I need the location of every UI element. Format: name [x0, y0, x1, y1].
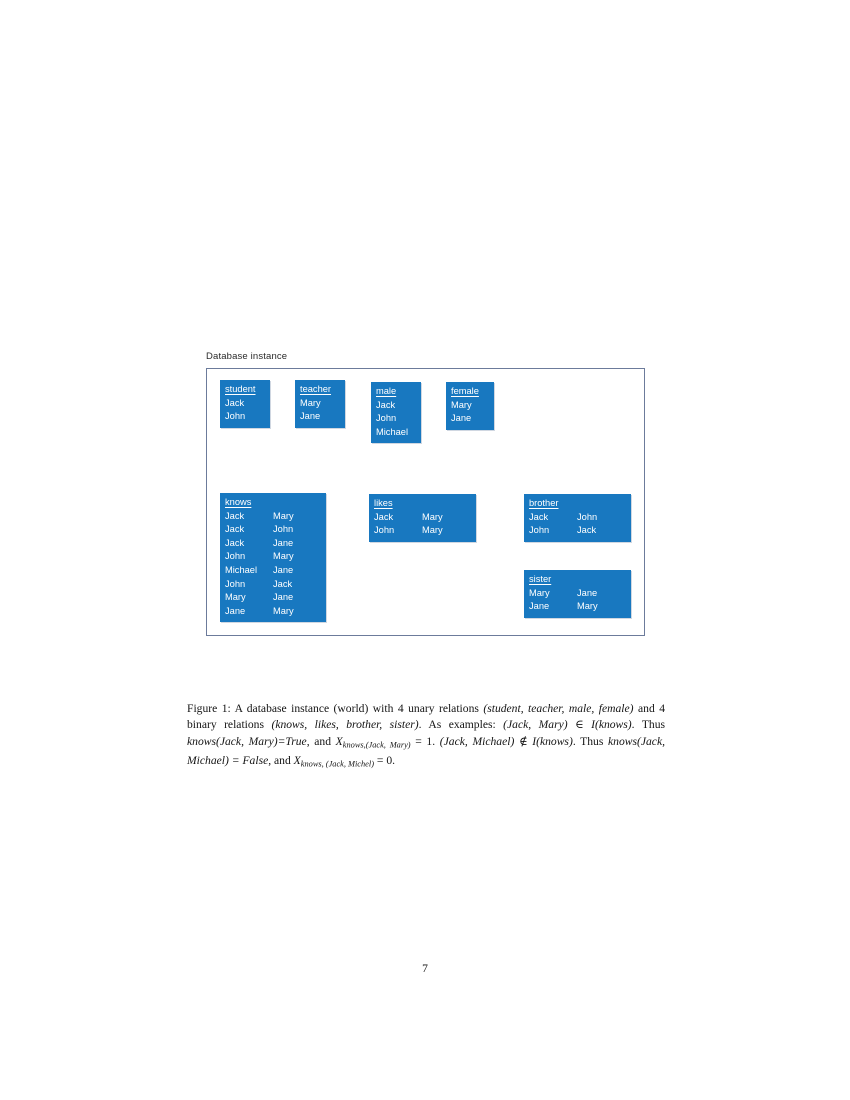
table-row	[225, 564, 321, 578]
table-row	[529, 587, 626, 601]
caption-math-i-knows-2: I(knows)	[532, 734, 573, 748]
cell-value: Jack	[225, 510, 245, 521]
relation-name-female: female	[451, 386, 479, 396]
relation-rows-brother	[529, 511, 626, 538]
x-subscript: knows, (Jack, Michel)	[300, 759, 374, 769]
relation-name-sister: sister	[529, 574, 552, 584]
cell-value: Jane	[451, 413, 472, 424]
cell-value: Jack	[376, 399, 396, 410]
cell-value: Jane	[300, 411, 321, 422]
caption-not-member-symbol: ∉	[514, 734, 533, 748]
relation-box-student	[220, 380, 270, 428]
relation-box-female	[446, 382, 494, 430]
table-row	[376, 426, 416, 440]
relation-rows-male	[376, 399, 416, 440]
cell-value: Jack	[225, 537, 245, 548]
cell-value: Jane	[529, 601, 550, 612]
relation-name-teacher: teacher	[300, 384, 332, 394]
relation-box-male	[371, 382, 421, 443]
caption-text: = 1.	[410, 734, 440, 748]
table-row	[225, 578, 321, 592]
cell-value: Jack	[225, 524, 245, 535]
cell-value: John	[273, 524, 294, 535]
relation-box-knows	[220, 493, 326, 622]
relation-name-knows: knows	[225, 497, 252, 507]
cell-value: Jane	[273, 537, 294, 548]
cell-value: Mary	[577, 601, 598, 612]
cell-value: Mary	[529, 587, 550, 598]
table-row	[374, 511, 471, 525]
cell-value: Mary	[273, 605, 294, 616]
table-row	[376, 412, 416, 426]
relation-rows-likes	[374, 511, 471, 538]
table-row	[225, 550, 321, 564]
relation-rows-teacher	[300, 397, 340, 424]
relation-name-male: male	[376, 386, 397, 396]
cell-value: Jane	[577, 587, 598, 598]
relation-name-brother: brother	[529, 498, 559, 508]
caption-math-knows-false: knows(Jack, Michael) = False	[187, 734, 665, 768]
cell-value: Mary	[225, 592, 246, 603]
caption-text: and 4 binary relations	[187, 702, 665, 732]
table-row	[225, 537, 321, 551]
figure-caption-label: Figure 1:	[187, 702, 231, 715]
caption-text: . Thus	[631, 718, 666, 732]
caption-text: A database instance (world) with 4 unary relations	[230, 702, 484, 715]
caption-italic-binary-relations: (knows, likes, brother, sister)	[271, 718, 419, 732]
caption-member-symbol: ∈	[567, 718, 592, 732]
caption-math-pair-jack-michael: (Jack, Michael)	[439, 734, 515, 748]
table-row	[225, 605, 321, 619]
table-row	[225, 523, 321, 537]
cell-value: Michael	[225, 564, 258, 575]
cell-value: Mary	[422, 525, 443, 536]
cell-value: John	[225, 551, 246, 562]
cell-value: Jack	[273, 578, 293, 589]
table-row	[300, 397, 340, 411]
cell-value: John	[374, 525, 395, 536]
cell-value: Jack	[529, 511, 549, 522]
cell-value: John	[225, 578, 246, 589]
cell-value: Jane	[225, 605, 246, 616]
x-subscript: knows,(Jack, Mary)	[342, 739, 411, 749]
database-instance-frame	[206, 368, 645, 636]
cell-value: Mary	[273, 510, 294, 521]
cell-value: Jack	[374, 511, 394, 522]
table-row	[451, 399, 489, 413]
x-base: X	[293, 754, 301, 768]
cell-value: Jane	[273, 592, 294, 603]
database-instance-label: Database instance	[206, 351, 288, 362]
cell-value: John	[225, 411, 246, 422]
cell-value: Jack	[225, 397, 245, 408]
caption-math-knows-true: knows(Jack, Mary)=True	[187, 734, 307, 748]
table-row	[225, 397, 265, 411]
page-number: 7	[422, 962, 428, 975]
cell-value: John	[529, 525, 550, 536]
table-row	[451, 412, 489, 426]
relation-box-teacher	[295, 380, 345, 428]
caption-text: , and	[306, 734, 336, 748]
caption-text: = 0.	[373, 754, 396, 768]
caption-text: . Thus	[572, 734, 609, 748]
table-row	[300, 410, 340, 424]
relation-box-likes	[369, 494, 476, 542]
cell-value: Mary	[422, 511, 443, 522]
table-row	[225, 591, 321, 605]
caption-text: . As examples:	[418, 718, 504, 732]
relation-rows-student	[225, 397, 265, 424]
table-row	[374, 524, 471, 538]
cell-value: Mary	[300, 397, 321, 408]
table-row	[225, 410, 265, 424]
table-row	[529, 524, 626, 538]
relation-name-student: student	[225, 384, 256, 394]
caption-math-x-knows-jack-michel	[294, 754, 374, 767]
cell-value: Mary	[273, 551, 294, 562]
cell-value: Mary	[451, 399, 472, 410]
cell-value: Michael	[376, 426, 409, 437]
relation-rows-knows	[225, 510, 321, 619]
table-row	[529, 600, 626, 614]
caption-italic-unary-relations: (student, teacher, male, female)	[483, 702, 634, 715]
table-row	[225, 510, 321, 524]
caption-math-i-knows: I(knows)	[591, 718, 632, 732]
relation-rows-sister	[529, 587, 626, 614]
caption-math-x-knows-jack-mary	[336, 735, 411, 748]
relation-rows-female	[451, 399, 489, 426]
cell-value: Jane	[273, 564, 294, 575]
relation-box-brother	[524, 494, 631, 542]
relation-name-likes: likes	[374, 498, 393, 508]
caption-math-pair-jack-mary: (Jack, Mary)	[503, 718, 568, 732]
x-base: X	[335, 734, 343, 748]
table-row	[376, 399, 416, 413]
cell-value: John	[577, 511, 598, 522]
figure-caption	[187, 701, 665, 773]
relation-box-sister	[524, 570, 631, 618]
caption-text: , and	[268, 754, 294, 768]
cell-value: John	[376, 413, 397, 424]
cell-value: Jack	[577, 525, 597, 536]
table-row	[529, 511, 626, 525]
